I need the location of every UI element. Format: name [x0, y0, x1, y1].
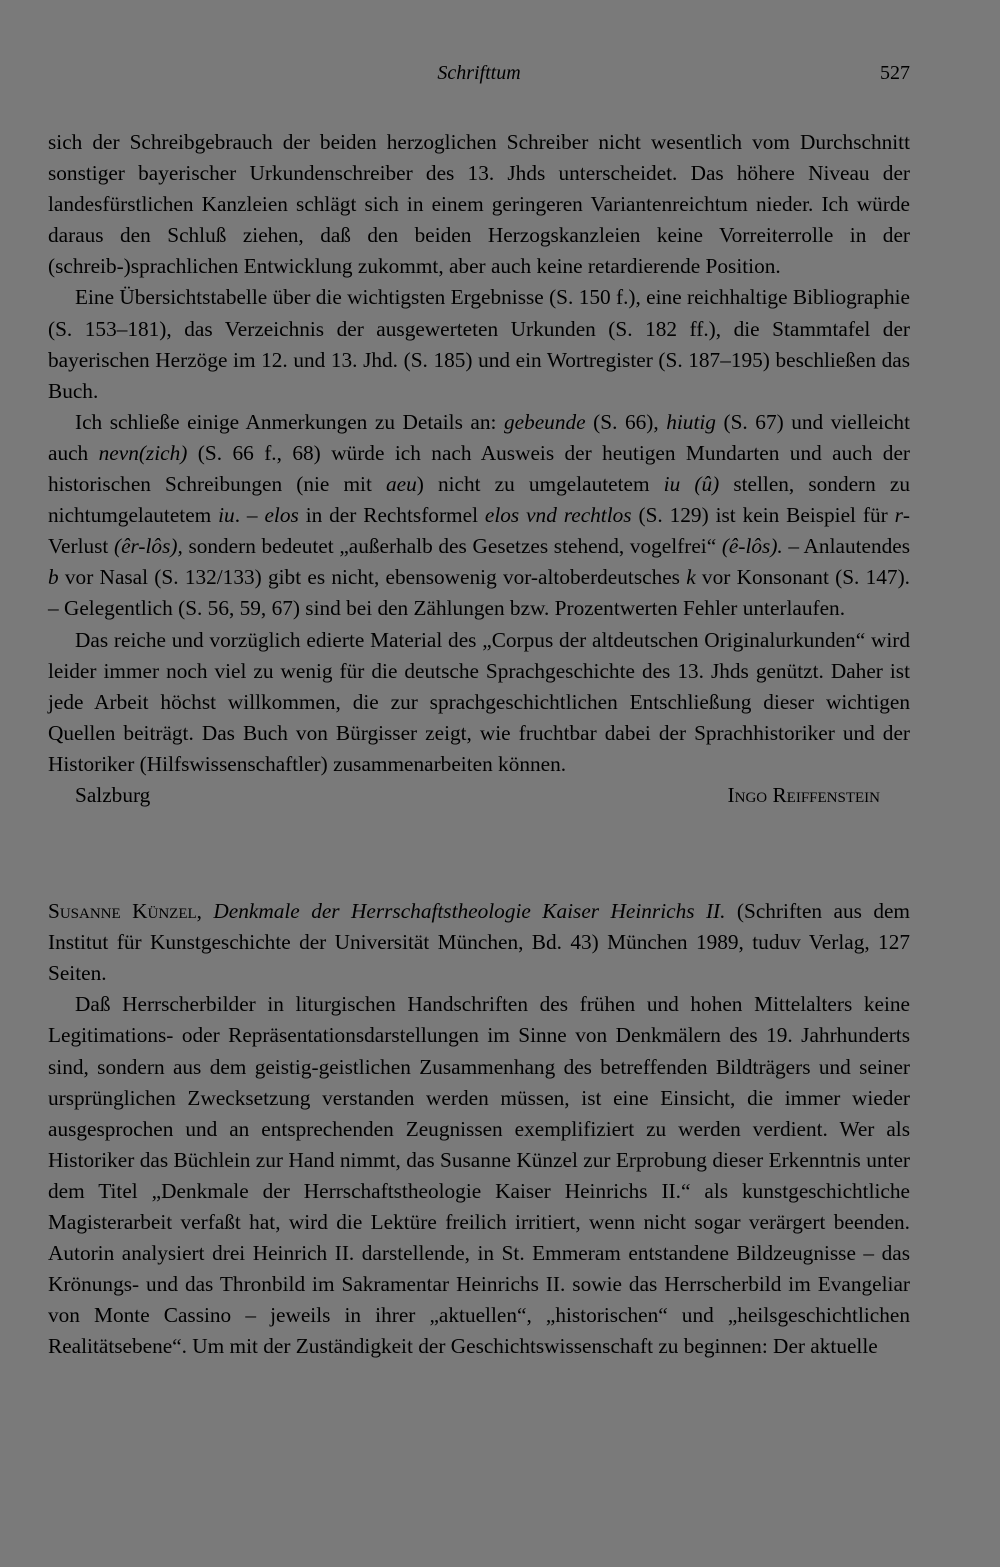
- review1-reviewer: Ingo Reiffenstein: [727, 782, 880, 807]
- cited-word: b: [48, 565, 59, 590]
- cited-word: k: [686, 565, 696, 590]
- review2-book-details: (Schriften aus dem Institut für Kunstgeschichte der Universität München, Bd. 43) München 1989, tuduv Verlag, 127 Seiten.: [48, 899, 910, 986]
- running-title: Schrifttum: [437, 62, 521, 84]
- text-run: Ich schließe einige Anmerkungen zu Details an:: [75, 409, 504, 434]
- review1-place: Salzburg: [75, 782, 151, 807]
- text-run: vor Konsonant (S. 147). – Gelegentlich (S. 56, 59, 67) sind bei den Zählungen bzw. Prozentwerten Fehler unterlaufen.: [48, 565, 910, 621]
- cited-word: (ê-lôs).: [721, 534, 783, 559]
- text-run: vor Nasal (S. 132/133) gibt es nicht, ebensowenig vor-altoberdeutsches: [58, 565, 687, 590]
- text-run: – Anlautendes: [782, 534, 911, 559]
- text-run: (S. 66),: [585, 409, 667, 434]
- cited-word: hiutig: [666, 409, 716, 434]
- text-run: stellen, sondern zu nichtumgelautetem: [48, 472, 911, 528]
- review2-author: Susanne Künzel: [48, 899, 197, 924]
- cited-word: elos: [264, 503, 299, 528]
- review2-paragraph-1: Daß Herrscherbilder in liturgischen Handschriften des frühen und hohen Mittelalters keine Legitimations- oder Repräsentationsdarstellungen im Sinne von Denkmälern des 19. Jahrhunderts sind, sondern aus dem geistig-geistlichen Zusammenhang des betreffenden Bildträgers und seiner ursprünglichen Zwecksetzung verstanden werden müssen, ist eine Einsicht, die immer wieder ausgesprochen und an entsprechenden Zeugnissen exemplifiziert zu werden verdient. Wer als Historiker das Büchlein zur Hand nimmt, das Susanne Künzel zur Erprobung dieser Erkenntnis unter dem Titel „Denkmale der Herrschaftstheologie Kaiser Heinrichs II.“ als kunstgeschichtliche Magisterarbeit verfaßt hat, wird die Lektüre freilich irritiert, wenn nicht sogar verärgert beenden. Autorin analysiert drei Heinrich II. darstellende, in St. Emmeram entstandene Bildzeugnisse – das Krönungs- und das Thronbild im Sakramentar Heinrichs II. sowie das Herrscherbild im Evangeliar von Monte Cassino – jeweils in ihrer „aktuellen“, „historischen“ und „heilsgeschichtlichen Realitätsebene“. Um mit der Zuständigkeit der Geschichtswissenschaft zu beginnen: Der aktuelle: [48, 992, 910, 1359]
- text-run: . –: [234, 503, 265, 528]
- review1-paragraph-3: [48, 407, 910, 625]
- review2-book-title: Denkmale der Herrschaftstheologie Kaiser Heinrichs II.: [213, 899, 726, 924]
- text-run: in der Rechtsformel: [298, 503, 485, 528]
- running-header: [48, 62, 910, 92]
- cited-word: r: [894, 503, 903, 528]
- review1-paragraph-1: sich der Schreibgebrauch der beiden herzoglichen Schreiber nicht wesentlich vom Durchschnitt sonstiger bayerischer Urkundenschreiber des 13. Jhds unterscheidet. Das höhere Niveau der landesfürstlichen Kanzleien schlägt sich in einem geringeren Variantenreichtum nieder. Ich würde daraus den Schluß ziehen, daß den beiden Herzogskanzleien keine Vorreiterrolle in der (schreib-)sprachlichen Entwicklung zukommt, aber auch keine retardierende Position.: [48, 130, 910, 279]
- cited-word: elos vnd rechtlos: [484, 503, 632, 528]
- body-text: [48, 127, 910, 1362]
- page-number: 527: [880, 62, 910, 84]
- cited-word: iu (û): [663, 472, 720, 497]
- text-run: (S. 66 f., 68) würde ich nach Ausweis der heutigen Mundarten und auch der historischen Schreibungen (nie mit: [48, 440, 911, 497]
- cited-word: nevn(zich): [98, 440, 188, 465]
- review1-paragraph-4: Das reiche und vorzüglich edierte Material des „Corpus der altdeutschen Originalurkunden“ wird leider immer noch viel zu wenig für die deutsche Sprachgeschichte des 13. Jhds genützt. Daher ist jede Arbeit höchst willkommen, die zur sprachgeschichtlichen Entschließung dieser wichtigen Quellen beiträgt. Das Buch von Bürgisser zeigt, wie fruchtbar dabei der Sprachhistoriker und der Historiker (Hilfswissenschaftler) zusammenarbeiten können.: [48, 627, 910, 776]
- cited-word: iu: [218, 503, 235, 528]
- text-run: ) nicht zu umgelautetem: [416, 472, 664, 497]
- review-separator: [48, 811, 910, 896]
- cited-word: gebeunde: [503, 409, 586, 434]
- review1-signature: [48, 780, 910, 811]
- text-run: (S. 129) ist kein Beispiel für: [631, 503, 895, 528]
- text-run: (S. 67) und vielleicht auch: [48, 409, 910, 465]
- review2-citation: Susanne Künzel, Denkmale der Herrschaftstheologie Kaiser Heinrichs II. (Schriften aus dem Institut für Kunstgeschichte der Universität München, Bd. 43) München 1989, tuduv Verlag, 127 Seiten.: [48, 899, 910, 986]
- text-run: -Verlust: [48, 503, 910, 559]
- text-run: sondern bedeutet „außerhalb des Gesetzes stehend, vogelfrei“: [182, 534, 722, 559]
- cited-word: aeu: [386, 472, 417, 497]
- review1-paragraph-2: Eine Übersichtstabelle über die wichtigsten Ergebnisse (S. 150 f.), eine reichhaltige Bibliographie (S. 153–181), das Verzeichnis der ausgewerteten Urkunden (S. 182 ff.), die Stammtafel der bayerischen Herzöge im 12. und 13. Jhd. (S. 185) und ein Wortregister (S. 187–195) beschließen das Buch.: [48, 285, 910, 403]
- cited-word: (êr-lôs),: [114, 534, 183, 559]
